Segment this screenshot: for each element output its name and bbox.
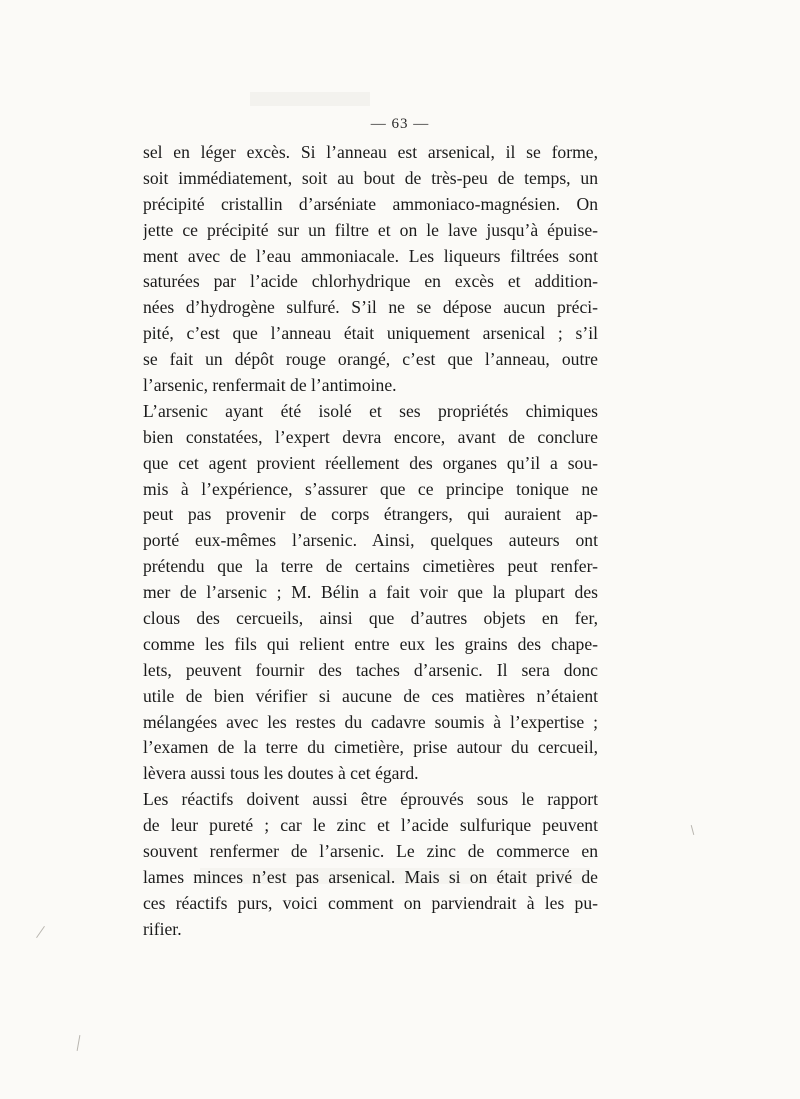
text-line: mis à l’expérience, s’assurer que ce principe tonique ne xyxy=(143,478,598,499)
text-line: l’examen de la terre du cimetière, prise autour du cercueil, xyxy=(143,737,598,758)
text-line: mélangées avec les restes du cadavre soumis à l’expertise ; xyxy=(143,711,598,732)
text-line: Les réactifs doivent aussi être éprouvés sous le rapport xyxy=(143,789,598,810)
paragraph xyxy=(143,399,598,787)
paragraph xyxy=(143,140,598,399)
text-line: prétendu que la terre de certains cimetières peut renfer- xyxy=(143,556,598,577)
text-line: mer de l’arsenic ; M. Bélin a fait voir que la plupart des xyxy=(143,582,598,603)
text-line: pité, c’est que l’anneau était uniquement arsenical ; s’il xyxy=(143,323,598,344)
margin-mark xyxy=(691,825,695,835)
margin-mark xyxy=(77,1035,81,1051)
text-line: l’arsenic, renfermait de l’antimoine. xyxy=(143,375,397,396)
text-line: se fait un dépôt rouge orangé, c’est que l’anneau, outre xyxy=(143,349,598,370)
text-line: soit immédiatement, soit au bout de très-peu de temps, un xyxy=(143,167,598,188)
text-line: lèvera aussi tous les doutes à cet égard. xyxy=(143,763,419,784)
text-line: souvent renfermer de l’arsenic. Le zinc de commerce en xyxy=(143,841,598,862)
body-text xyxy=(143,140,598,943)
text-line: que cet agent provient réellement des organes qu’il a sou- xyxy=(143,452,598,473)
text-line: clous des cercueils, ainsi que d’autres objets en fer, xyxy=(143,608,598,629)
text-line: peut pas provenir de corps étrangers, qui auraient ap- xyxy=(143,504,598,525)
text-line: porté eux-mêmes l’arsenic. Ainsi, quelques auteurs ont xyxy=(143,530,598,551)
text-line: utile de bien vérifier si aucune de ces matières n’étaient xyxy=(143,685,598,706)
text-line: saturées par l’acide chlorhydrique en excès et addition- xyxy=(143,271,598,292)
text-line: rifier. xyxy=(143,918,182,939)
text-line: bien constatées, l’expert devra encore, avant de conclure xyxy=(143,426,598,447)
margin-mark xyxy=(36,926,45,938)
text-line: sel en léger excès. Si l’anneau est arsenical, il se forme, xyxy=(143,142,598,162)
text-line: lames minces n’est pas arsenical. Mais si on était privé de xyxy=(143,866,598,887)
text-line: comme les fils qui relient entre eux les grains des chape- xyxy=(143,633,598,654)
text-line: lets, peuvent fournir des taches d’arsenic. Il sera donc xyxy=(143,659,598,680)
text-line: ces réactifs purs, voici comment on parviendrait à les pu- xyxy=(143,892,598,913)
text-line: précipité cristallin d’arséniate ammoniaco-magnésien. On xyxy=(143,193,598,214)
text-line: jette ce précipité sur un filtre et on le lave jusqu’à épuise- xyxy=(143,219,598,240)
text-line: ment avec de l’eau ammoniacale. Les liqueurs filtrées sont xyxy=(143,245,598,266)
bleed-through-mark xyxy=(250,92,370,106)
page-number: — 63 — xyxy=(370,116,430,132)
text-line: L’arsenic ayant été isolé et ses propriétés chimiques xyxy=(143,400,598,421)
text-line: nées d’hydrogène sulfuré. S’il ne se dépose aucun préci- xyxy=(143,297,598,318)
paragraph xyxy=(143,787,598,942)
text-line: de leur pureté ; car le zinc et l’acide sulfurique peuvent xyxy=(143,815,598,836)
